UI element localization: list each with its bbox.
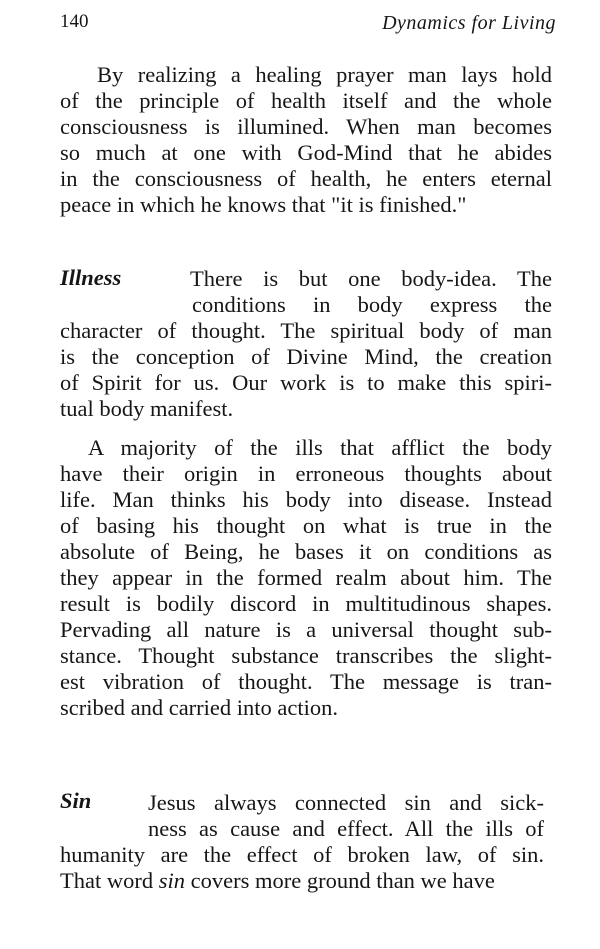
body-line: A majority of the ills that afflict the body: [88, 435, 552, 460]
body-line: of basing his thought on what is true in the: [60, 513, 552, 538]
body-line: of the principle of health itself and the whole: [60, 88, 552, 113]
body-line: humanity are the effect of broken law, of sin.: [60, 842, 544, 867]
body-line: of Spirit for us. Our work is to make this spiri-: [60, 370, 552, 395]
body-line: By realizing a healing prayer man lays hold: [97, 62, 552, 87]
body-line: scribed and carried into action.: [60, 695, 339, 720]
section-heading-illness: Illness: [60, 265, 122, 290]
text-run: covers more ground than we have: [185, 868, 495, 893]
body-line: character of thought. The spiritual body of man: [60, 318, 552, 343]
body-line: There is but one body-idea. The: [190, 266, 552, 291]
body-line: absolute of Being, he bases it on conditions as: [60, 539, 552, 564]
text-run: That word: [60, 868, 159, 893]
body-line: est vibration of thought. The message is tran-: [60, 669, 552, 694]
body-line: consciousness is illumined. When man becomes: [60, 114, 552, 139]
body-line: stance. Thought substance transcribes the slight-: [60, 643, 552, 668]
body-line: life. Man thinks his body into disease. Instead: [60, 487, 552, 512]
body-line: conditions in body express the: [192, 292, 552, 317]
body-line: in the consciousness of health, he enters eternal: [60, 166, 552, 191]
body-line: so much at one with God-Mind that he abides: [60, 140, 552, 165]
emphasized-word: sin: [158, 868, 185, 893]
section-heading-sin: Sin: [60, 788, 92, 813]
body-line: Jesus always connected sin and sick-: [148, 790, 544, 815]
body-line: tual body manifest.: [60, 396, 234, 421]
body-line: they appear in the formed realm about him. The: [60, 565, 552, 590]
body-line: Pervading all nature is a universal thought sub-: [60, 617, 552, 642]
body-line-last: [60, 868, 544, 894]
body-line: ness as cause and effect. All the ills of: [148, 816, 544, 841]
body-line: is the conception of Divine Mind, the creation: [60, 344, 552, 369]
body-line: peace in which he knows that "it is finished.": [60, 192, 467, 217]
running-title: Dynamics for Living: [382, 12, 556, 34]
body-line: have their origin in erroneous thoughts about: [60, 461, 552, 486]
body-line: result is bodily discord in multitudinous shapes.: [60, 591, 552, 616]
page-number: 140: [60, 11, 89, 32]
